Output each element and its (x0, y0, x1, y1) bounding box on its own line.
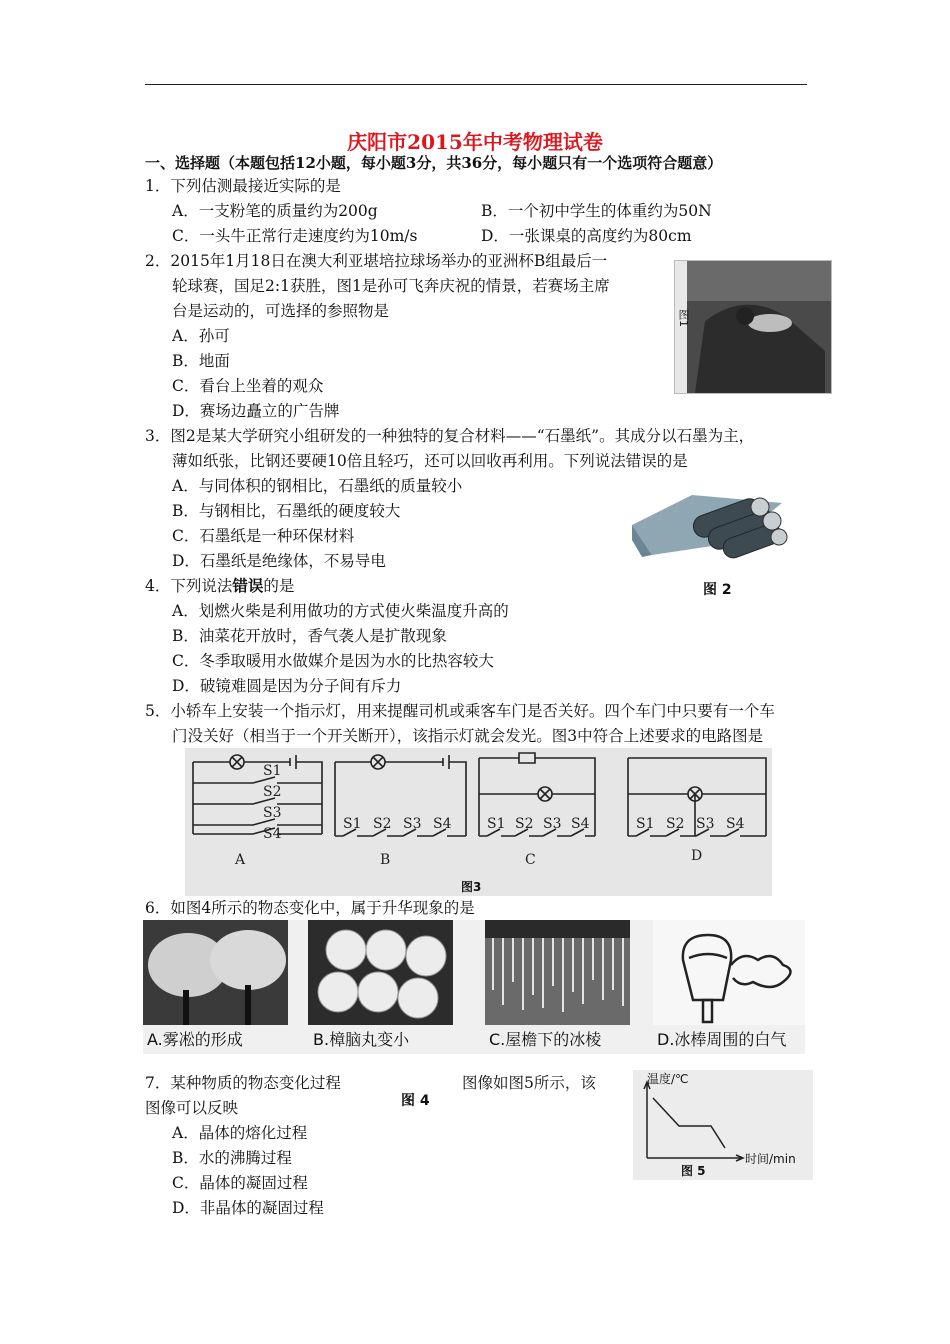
circuit-option-label: C (525, 852, 536, 868)
switch-label: S2 (515, 816, 534, 832)
figure-5-caption: 图 5 (681, 1164, 706, 1178)
switch-label: S4 (726, 816, 745, 832)
q4-option-c: C．冬季取暖用水做媒介是因为水的比热容较大 (172, 652, 494, 670)
mothballs-image (308, 920, 453, 1025)
figure-1-photo (674, 260, 832, 394)
switch-label: S1 (263, 763, 282, 779)
q3-option-b: B．与钢相比，石墨纸的硬度较大 (172, 502, 401, 520)
celebration-photo-image (675, 261, 831, 393)
q1-option-b: B．一个初中学生的体重约为50N (481, 202, 712, 220)
q7-option-c: C．晶体的凝固过程 (172, 1174, 308, 1192)
switch-label: S4 (263, 826, 282, 842)
circuit-option-label: A (235, 852, 246, 868)
q7-line1b: 图像如图5所示，该 (462, 1074, 596, 1092)
q1-option-d: D．一张课桌的高度约为80cm (481, 227, 692, 245)
switch-label: S1 (487, 816, 506, 832)
figure-4-caption-c: C.屋檐下的冰棱 (489, 1030, 602, 1049)
figure-4-caption-d: D.冰棒周围的白气 (657, 1030, 787, 1049)
figure-4-caption-a: A.雾凇的形成 (147, 1030, 243, 1049)
switch-label: S1 (636, 816, 655, 832)
graphite-paper-rolls-image (632, 485, 788, 565)
circuit-option-label: D (691, 848, 703, 864)
q7-option-b: B．水的沸腾过程 (172, 1149, 292, 1167)
q3-line1: 3．图2是某大学研究小组研发的一种独特的复合材料——“石墨纸”。其成分以石墨为主， (145, 427, 755, 445)
switch-label: S3 (263, 805, 282, 821)
q5-line2: 门没关好（相当于一个开关断开），该指示灯就会发光。图3中符合上述要求的电路图是 (172, 727, 764, 745)
switch-label: S1 (343, 816, 362, 832)
q2-line1: 2．2015年1月18日在澳大利亚堪培拉球场举办的亚洲杯B组最后一 (145, 252, 608, 270)
figure-4-caption: 图 4 (401, 1093, 430, 1109)
q6-stem: 6．如图4所示的物态变化中，属于升华现象的是 (145, 899, 475, 917)
figure-3-caption: 图3 (461, 880, 482, 894)
switch-label: S4 (571, 816, 590, 832)
figure-3-circuits (185, 748, 772, 896)
q3-line2: 薄如纸张，比钢还要硬10倍且轻巧，还可以回收再利用。下列说法错误的是 (172, 452, 688, 470)
exam-title: 庆阳市2015年中考物理试卷 (347, 130, 603, 154)
rime-trees-image (143, 920, 288, 1025)
switch-label: S4 (433, 816, 452, 832)
q2-option-b: B．地面 (172, 352, 230, 370)
q2-option-a: A．孙可 (172, 327, 230, 345)
graph-y-label: 温度/℃ (647, 1072, 689, 1086)
section-heading: 一、选择题（本题包括12小题，每小题3分，共36分，每小题只有一个选项符合题意） (145, 154, 723, 172)
q1-stem: 1．下列估测最接近实际的是 (145, 177, 341, 195)
figure-4-panels (143, 920, 805, 1054)
q7-line1a: 7．某种物质的物态变化过程 (145, 1074, 341, 1092)
q4-stem-pre: 4．下列说法 (145, 577, 233, 595)
header-rule (145, 84, 807, 85)
q7-option-d: D．非晶体的凝固过程 (172, 1199, 324, 1217)
q4-option-b: B．油菜花开放时，香气袭人是扩散现象 (172, 627, 447, 645)
q7-line2: 图像可以反映 (145, 1099, 239, 1117)
switch-label: S3 (696, 816, 715, 832)
q2-line3: 台是运动的，可选择的参照物是 (172, 302, 390, 320)
q7-option-a: A．晶体的熔化过程 (172, 1124, 308, 1142)
q2-line2: 轮球赛，国足2:1获胜，图1是孙可飞奔庆祝的情景，若赛场主席 (172, 277, 610, 295)
icicles-image (485, 920, 630, 1025)
circuit-diagrams (185, 748, 772, 896)
q2-option-d: D．赛场边矗立的广告牌 (172, 402, 340, 420)
q4-option-d: D．破镜难圆是因为分子间有斥力 (172, 677, 402, 695)
graph-x-label: 时间/min (745, 1152, 796, 1166)
q2-option-c: C．看台上坐着的观众 (172, 377, 324, 395)
switch-label: S3 (403, 816, 422, 832)
q3-option-d: D．石墨纸是绝缘体，不易导电 (172, 552, 386, 570)
q3-option-a: A．与同体积的钢相比，石墨纸的质量较小 (172, 477, 463, 495)
popsicle-image (653, 920, 805, 1025)
q5-line1: 5．小轿车上安装一个指示灯，用来提醒司机或乘客车门是否关好。四个车门中只要有一个车 (145, 702, 775, 720)
q4-stem-post: 的是 (263, 577, 295, 595)
q1-option-a: A．一支粉笔的质量约为200g (172, 202, 378, 220)
switch-label: S3 (543, 816, 562, 832)
circuit-option-label: B (380, 852, 391, 868)
switch-label: S2 (373, 816, 392, 832)
switch-label: S2 (263, 784, 282, 800)
figure-1-label: 图1 (677, 309, 690, 327)
q3-option-c: C．石墨纸是一种环保材料 (172, 527, 355, 545)
figure-5-graph (633, 1070, 813, 1180)
q4-stem-emphasis: 错误 (232, 576, 264, 595)
figure-2-caption: 图 2 (703, 582, 732, 598)
q4-option-a: A．划燃火柴是利用做功的方式使火柴温度升高的 (172, 602, 509, 620)
q1-option-c: C．一头牛正常行走速度约为10m/s (172, 227, 418, 245)
figure-4-caption-b: B.樟脑丸变小 (313, 1030, 410, 1049)
switch-label: S2 (666, 816, 685, 832)
q4-stem (145, 576, 294, 596)
